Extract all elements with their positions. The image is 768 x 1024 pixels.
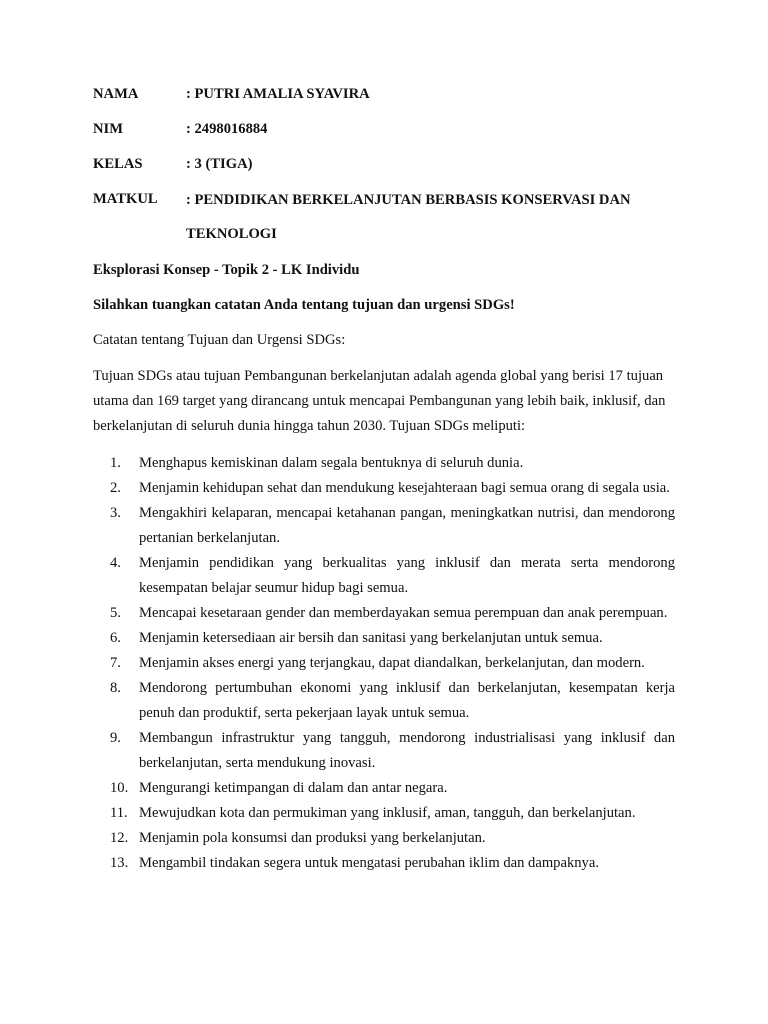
intro-paragraph: Tujuan SDGs atau tujuan Pembangunan berkelanjutan adalah agenda global yang berisi 17 tujuan utama dan 169 target yang dirancang untuk mencapai Pembangunan yang lebih baik, inklusif, dan berkelanjutan di seluruh dunia hingga tahun 2030. Tujuan SDGs meliputi: <box>93 368 666 434</box>
goal-item <box>93 726 675 776</box>
goal-text: Mendorong pertumbuhan ekonomi yang inklusif dan berkelanjutan, kesempatan kerja penuh dan produktif, serta pekerjaan layak untuk semua. <box>139 680 675 721</box>
info-row-nama <box>93 86 693 121</box>
info-key: KELAS <box>93 156 143 172</box>
info-value: : PENDIDIKAN BERKELANJUTAN BERBASIS KONSERVASI DAN TEKNOLOGI <box>186 192 631 242</box>
info-value: : PUTRI AMALIA SYAVIRA <box>186 86 370 102</box>
goal-item <box>93 826 675 851</box>
goal-item <box>93 651 675 676</box>
goal-item <box>93 451 675 476</box>
instruction-heading: Silahkan tuangkan catatan Anda tentang tujuan dan urgensi SDGs! <box>93 297 515 313</box>
goal-text: Menjamin ketersediaan air bersih dan sanitasi yang berkelanjutan untuk semua. <box>139 630 603 646</box>
goal-text: Membangun infrastruktur yang tangguh, mendorong industrialisasi yang inklusif dan berkelanjutan, serta mendukung inovasi. <box>139 730 675 771</box>
goal-text: Mengurangi ketimpangan di dalam dan antar negara. <box>139 780 448 796</box>
goal-number: 9. <box>110 730 121 746</box>
goal-item <box>93 601 675 626</box>
info-value: : 2498016884 <box>186 121 268 137</box>
info-key: NIM <box>93 121 123 137</box>
goal-text: Mengakhiri kelaparan, mencapai ketahanan pangan, meningkatkan nutrisi, dan mendorong pertanian berkelanjutan. <box>139 505 675 546</box>
goal-text: Mencapai kesetaraan gender dan memberdayakan semua perempuan dan anak perempuan. <box>139 605 668 621</box>
goal-item <box>93 776 675 801</box>
topic-heading: Eksplorasi Konsep - Topik 2 - LK Individu <box>93 262 360 278</box>
info-key: NAMA <box>93 86 139 102</box>
goal-number: 6. <box>110 630 121 646</box>
goal-number: 7. <box>110 655 121 671</box>
goals-list <box>93 451 675 876</box>
goal-number: 2. <box>110 480 121 496</box>
notes-title: Catatan tentang Tujuan dan Urgensi SDGs: <box>93 332 346 348</box>
goal-item <box>93 551 675 601</box>
goal-text: Menghapus kemiskinan dalam segala bentuknya di seluruh dunia. <box>139 455 524 471</box>
goal-text: Mengambil tindakan segera untuk mengatasi perubahan iklim dan dampaknya. <box>139 855 599 871</box>
info-value: : 3 (TIGA) <box>186 156 253 172</box>
goal-number: 8. <box>110 680 121 696</box>
goal-number: 3. <box>110 505 121 521</box>
goal-number: 1. <box>110 455 121 471</box>
goal-number: 13. <box>110 855 129 871</box>
goal-number: 5. <box>110 605 121 621</box>
goal-text: Mewujudkan kota dan permukiman yang inklusif, aman, tangguh, dan berkelanjutan. <box>139 805 636 821</box>
info-row-nim <box>93 121 693 156</box>
goal-item <box>93 626 675 651</box>
goal-item <box>93 676 675 726</box>
goal-text: Menjamin pola konsumsi dan produksi yang berkelanjutan. <box>139 830 486 846</box>
goal-number: 12. <box>110 830 129 846</box>
goal-number: 10. <box>110 780 129 796</box>
goal-text: Menjamin pendidikan yang berkualitas yang inklusif dan merata serta mendorong kesempatan belajar seumur hidup bagi semua. <box>139 555 675 596</box>
goal-number: 4. <box>110 555 121 571</box>
goal-number: 11. <box>110 805 128 821</box>
student-info <box>93 86 693 261</box>
info-row-matkul <box>93 191 693 261</box>
goal-item <box>93 801 675 826</box>
goal-item <box>93 501 675 551</box>
goal-text: Menjamin kehidupan sehat dan mendukung kesejahteraan bagi semua orang di segala usia. <box>139 480 670 496</box>
goal-item <box>93 851 675 876</box>
info-key: MATKUL <box>93 191 158 207</box>
goal-item <box>93 476 675 501</box>
goal-text: Menjamin akses energi yang terjangkau, dapat diandalkan, berkelanjutan, dan modern. <box>139 655 645 671</box>
